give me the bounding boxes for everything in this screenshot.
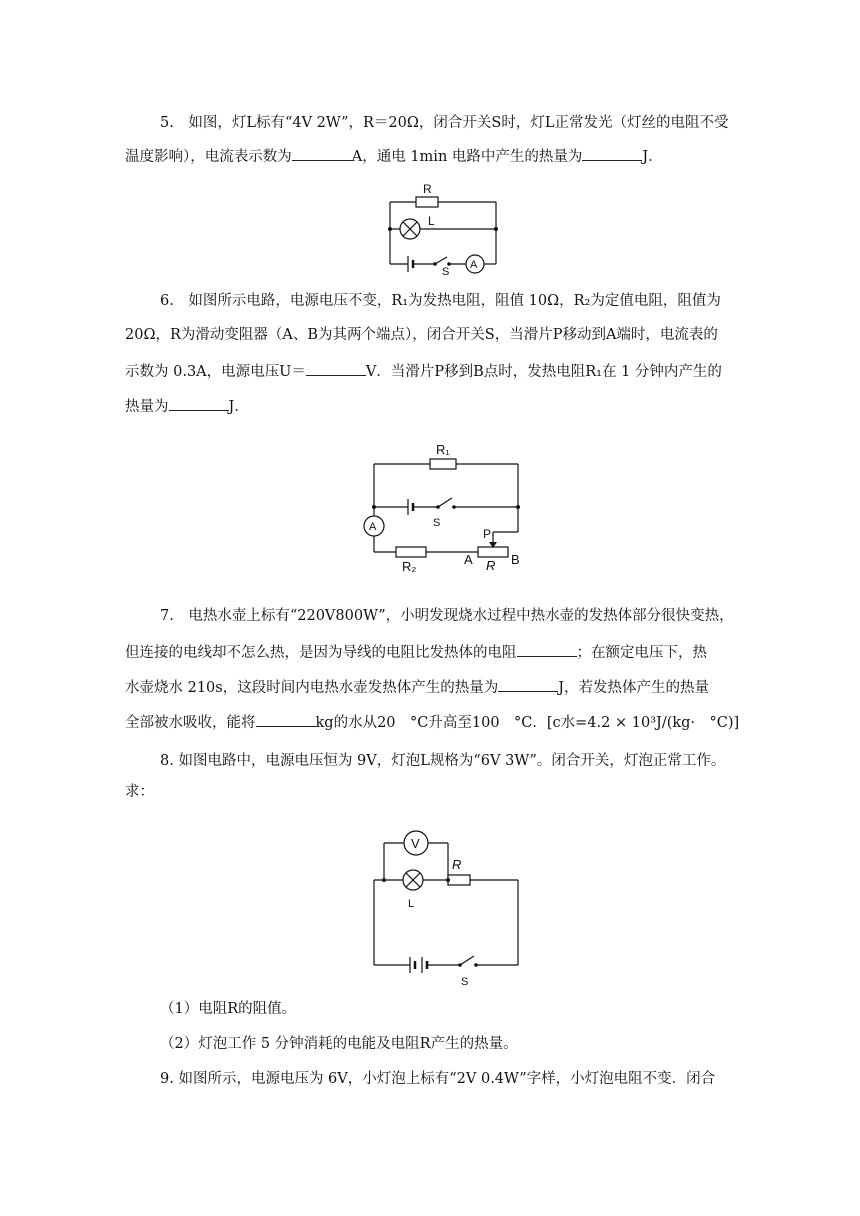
q8-fig-voltmeter-label: V [411,836,420,851]
q6-line4a: 热量为 [125,399,169,415]
q5-line2a: 温度影响），电流表示数为 [125,149,292,165]
q8-fig-s-label: S [461,976,469,988]
q6-fig-p-label: P [483,527,492,541]
q7-line2b: ；在额定电压下，热 [576,645,707,661]
q8-line2: 求： [125,784,154,800]
q6-line4b: J． [228,399,249,415]
q6-fig-r2-label: R₂ [402,559,417,574]
q6-line2: 20Ω，R为滑动变阻器（A、B为其两个端点），闭合开关S，当滑片P移动到A端时，电流表的 [125,327,718,343]
q6-fig-ammeter-label: A [369,521,377,533]
q7-answer-blank-3[interactable] [256,711,316,727]
q6-line4 [125,395,249,417]
q9-line1: 9. 如图所示，电源电压为 6V，小灯泡上标有“2V 0.4W”字样，小灯泡电阻不变．闭合 [160,1071,716,1087]
q8-circuit-diagram [360,825,530,990]
q6-line3b: V．当滑片P移到B点时，发热电阻R₁在 1 分钟内产生的 [365,364,722,380]
q5-answer-blank-2[interactable] [582,145,642,161]
q8-line1: 8. 如图电路中，电源电压恒为 9V，灯泡L规格为“6V 3W”。闭合开关，灯泡正常工作。 [160,753,726,769]
q7-line4b: kg的水从20 °C升高至100 °C．[c水=4.2 × 10³J/(kg· °C)] [315,715,740,731]
q5-line2c: J． [642,149,663,165]
q7-line3a: 水壶烧水 210s，这段时间内电热水壶发热体产生的热量为 [125,680,499,696]
q8-sub1: （1）电阻R的阻值。 [160,1001,297,1017]
q5-circuit-diagram [380,180,500,278]
q6-line1: 6. 如图所示电路，电源电压不变，R₁为发热电阻，阻值 10Ω，R₂为定值电阻，阻值为 [160,293,721,309]
q5-line1: 5. 如图，灯L标有“4V 2W”，R＝20Ω，闭合开关S时，灯L正常发光（灯丝的电阻不受 [160,115,729,131]
q5-fig-s-label: S [442,266,450,278]
q7-line3 [125,676,709,698]
q8-sub2: （2）灯泡工作 5 分钟消耗的电能及电阻R产生的热量。 [160,1036,518,1052]
q7-line2a: 但连接的电线却不怎么热，是因为导线的电阻比发热体的电阻 [125,645,517,661]
q7-line3b: J，若发热体产生的热量 [558,680,710,696]
q5-answer-blank-1[interactable] [292,145,352,161]
q6-fig-s-label: S [433,517,441,529]
q6-line3a: 示数为 0.3A，电源电压U＝ [125,364,306,380]
q5-fig-ammeter-label: A [470,259,478,271]
q7-answer-blank-2[interactable] [498,676,558,692]
q6-line3 [125,360,722,382]
q7-answer-blank-1[interactable] [517,641,577,657]
q5-fig-l-label: L [428,214,435,228]
q6-fig-r1-label: R₁ [436,442,450,457]
q5-line2b: A，通电 1min 电路中产生的热量为 [351,149,583,165]
q6-fig-r-label: R [486,558,496,573]
q7-line4a: 全部被水吸收，能将 [125,715,256,731]
q8-fig-l-label: L [408,898,415,910]
q8-fig-r-label: R [452,857,462,872]
q6-circuit-diagram [360,440,530,575]
q6-fig-a-end-label: A [464,552,473,567]
q7-line2 [125,641,707,663]
q7-line1: 7. 电热水壶上标有“220V800W”，小明发现烧水过程中热水壶的发热体部分很快变热， [160,608,734,624]
q7-line4 [125,711,739,733]
q6-answer-blank-1[interactable] [306,360,366,376]
q6-answer-blank-2[interactable] [169,395,229,411]
q5-line2 [125,145,663,167]
q6-fig-b-end-label: B [511,552,520,567]
q5-fig-r-label: R [423,182,432,196]
